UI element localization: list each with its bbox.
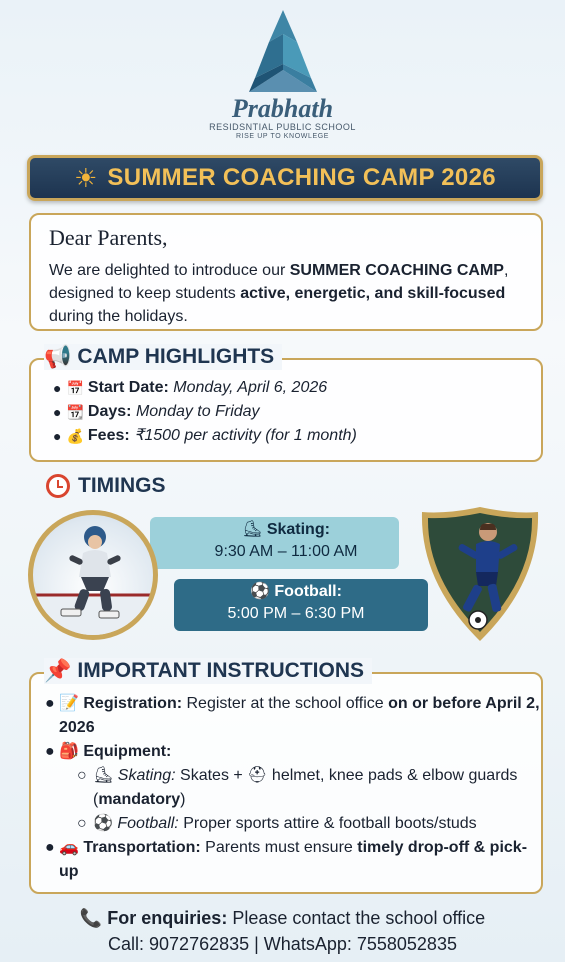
backpack-icon: 🎒	[59, 743, 79, 760]
greeting: Dear Parents,	[49, 225, 168, 250]
item-text: Skates +	[175, 767, 248, 784]
item-value: Monday, April 6, 2026	[173, 379, 328, 396]
item-text: Proper sports attire & football boots/studs	[178, 815, 477, 832]
banner-title: SUMMER COACHING CAMP 2026	[107, 164, 496, 191]
intro-bold: SUMMER COACHING CAMP	[289, 262, 504, 279]
list-item: ● 🚗 Transportation: Parents must ensure timely drop-off & pick-up	[45, 839, 528, 880]
helmet-icon: ⛑	[247, 767, 268, 784]
calendar-icon: 📅	[66, 380, 84, 396]
divider	[300, 358, 500, 360]
slot-time: 5:00 PM – 6:30 PM	[227, 605, 365, 622]
instructions-card	[29, 672, 543, 894]
intro-paragraph	[49, 259, 527, 328]
item-text: helmet, knee pads & elbow guards (	[93, 767, 518, 808]
intro-card	[29, 213, 543, 331]
skate-icon: ⛸	[242, 521, 263, 538]
section-title: IMPORTANT INSTRUCTIONS	[77, 659, 365, 682]
item-text: Parents must ensure	[200, 839, 358, 856]
slot-label: Skating:	[266, 521, 330, 538]
skater-image	[28, 510, 158, 640]
football-icon: ⚽	[93, 815, 113, 832]
brand-subtitle: RESIDSNTIAL PUBLIC SCHOOL	[209, 122, 356, 132]
intro-text: , designed to keep students	[49, 262, 509, 302]
list-item: ● 💰 Fees: ₹1500 per activity (for 1 month)	[53, 424, 541, 448]
skater-illustration	[33, 515, 153, 635]
item-bold: on or before April 2, 2026	[59, 695, 540, 736]
item-label: Days:	[87, 403, 132, 420]
money-bag-icon: 💰	[66, 428, 84, 444]
car-icon: 🚗	[59, 839, 79, 856]
contact-info	[0, 905, 565, 957]
contact-text: Please contact the school office	[227, 908, 486, 928]
footballer-illustration	[418, 504, 542, 644]
contact-label: For enquiries:	[107, 908, 228, 928]
item-label: Start Date:	[87, 379, 169, 396]
timings-header	[46, 474, 166, 498]
item-label: Registration:	[83, 695, 183, 712]
item-text: Register at the school office	[182, 695, 389, 712]
football-icon: ⚽	[250, 583, 270, 600]
skate-icon: ⛸	[93, 767, 114, 784]
list-item: ● 📆 Days: Monday to Friday	[53, 400, 541, 424]
item-value: Monday to Friday	[135, 403, 260, 420]
item-label: Football:	[117, 815, 179, 832]
alarm-clock-icon	[46, 474, 70, 498]
list-item: ● 📅 Start Date: Monday, April 6, 2026	[53, 376, 541, 400]
calendar-icon: 📆	[66, 404, 84, 420]
list-item: ● 🎒 Equipment:	[45, 743, 172, 760]
school-logo	[0, 8, 565, 141]
intro-bold: active, energetic, and skill-focused	[240, 285, 506, 302]
item-value: ₹1500 per activity (for 1 month)	[134, 427, 357, 444]
title-banner	[27, 155, 543, 201]
intro-text: We are delighted to introduce our	[49, 262, 290, 279]
section-title: CAMP HIGHLIGHTS	[77, 345, 275, 368]
item-text: )	[180, 791, 186, 808]
divider	[420, 672, 520, 674]
contact-numbers: Call: 9072762835 | WhatsApp: 7558052835	[108, 934, 457, 954]
phone-icon: 📞	[79, 908, 103, 928]
slot-label: Football:	[274, 583, 342, 600]
sub-list-item: ○ ⛸ Skating: Skates + ⛑ helmet, knee pads & elbow guards (mandatory)	[77, 767, 518, 808]
instructions-header	[44, 658, 372, 684]
item-bold: mandatory	[98, 791, 181, 808]
section-title: TIMINGS	[78, 474, 166, 497]
memo-icon: 📝	[59, 695, 79, 712]
highlights-card	[29, 358, 543, 462]
item-label: Equipment:	[83, 743, 172, 760]
sub-list-item: ○ ⚽ Football: Proper sports attire & football boots/studs	[77, 815, 477, 832]
item-label: Transportation:	[83, 839, 201, 856]
highlights-header	[44, 344, 282, 370]
item-bold: timely drop-off & pick-up	[59, 839, 528, 880]
item-label: Fees:	[87, 427, 130, 444]
intro-text: during the holidays.	[49, 308, 188, 325]
footballer-image	[418, 504, 542, 644]
list-item: ● 📝 Registration: Register at the school office on or before April 2, 2026	[45, 695, 540, 736]
football-slot	[206, 581, 386, 625]
megaphone-icon: 📢	[44, 344, 72, 369]
skating-slot	[196, 519, 376, 563]
triangle-logo-icon	[241, 8, 325, 94]
item-label: Skating:	[117, 767, 176, 784]
pushpin-icon: 📌	[44, 658, 72, 683]
brand-name: Prabhath	[231, 94, 334, 123]
slot-time: 9:30 AM – 11:00 AM	[214, 543, 358, 560]
sun-icon: ☀	[74, 163, 98, 193]
brand-tagline: RISE UP TO KNOWLEGE	[235, 133, 330, 140]
